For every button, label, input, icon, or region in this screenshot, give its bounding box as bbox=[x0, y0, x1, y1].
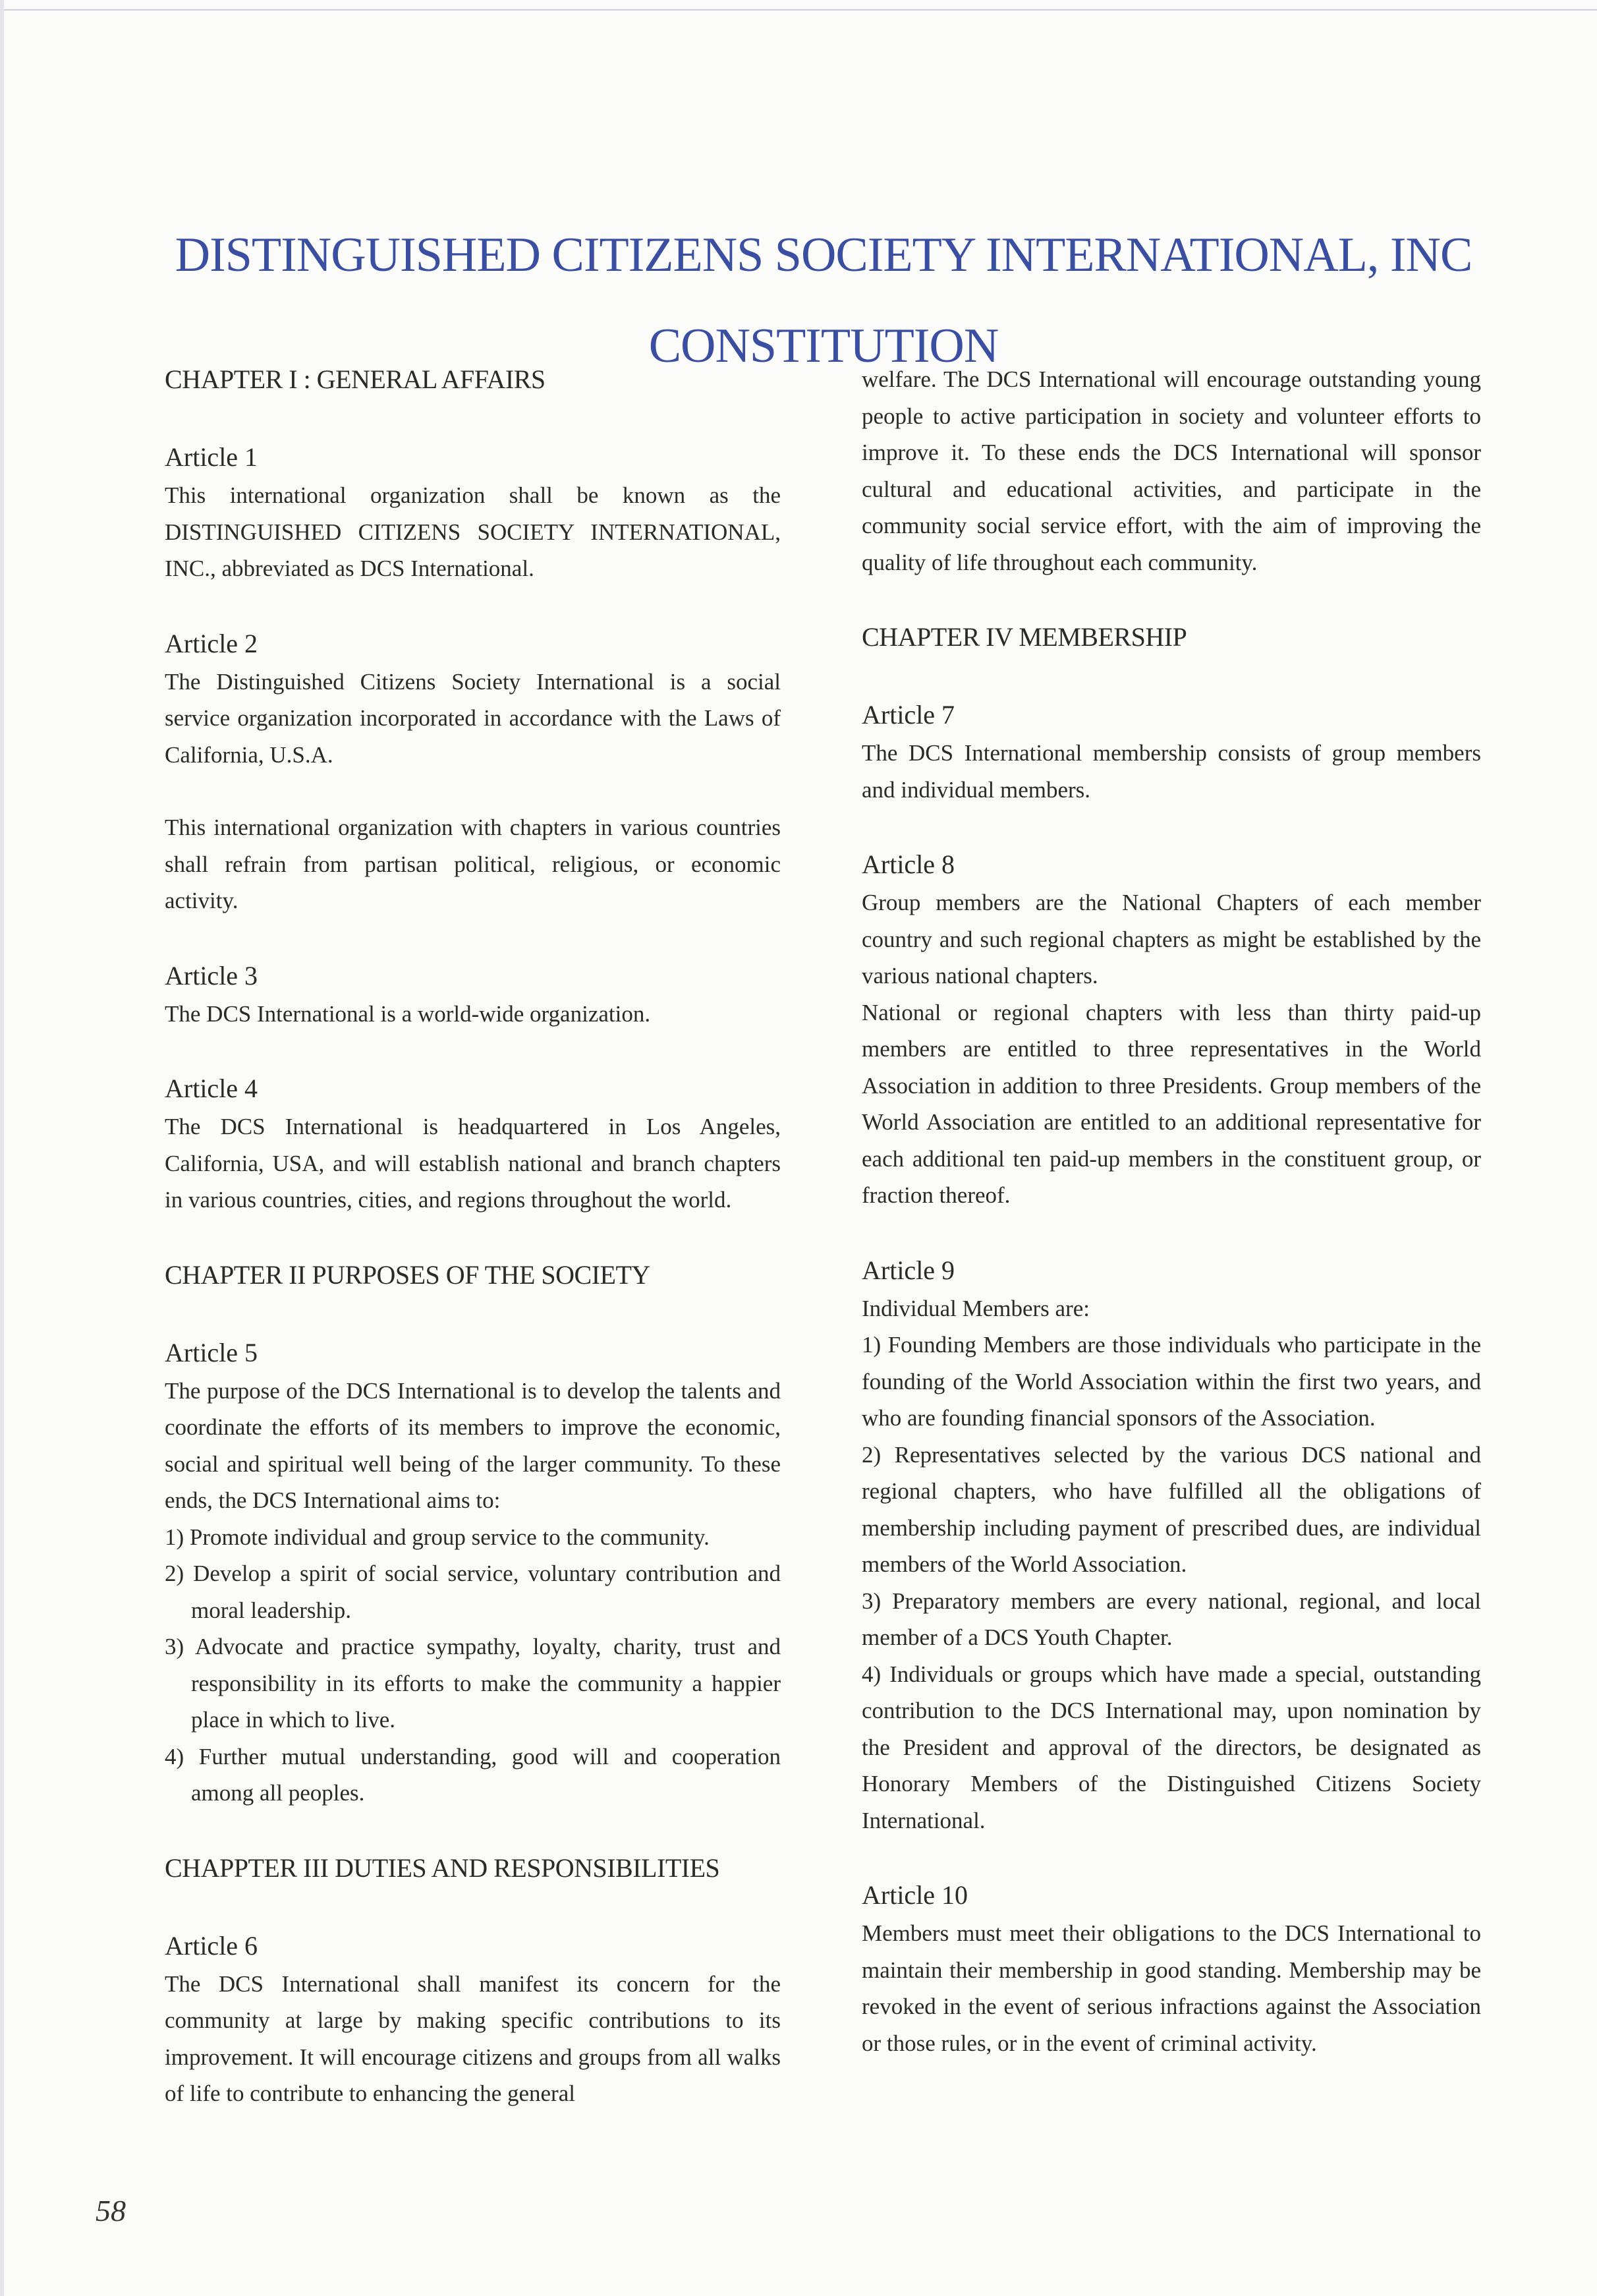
article-heading: Article 10 bbox=[862, 1880, 968, 1910]
article-text: The Distinguished Citizens Society International is a social service organization incorporated in accordance with the Laws of California, U.S.A. bbox=[165, 668, 781, 768]
article-text: This international organization with chapters in various countries shall refrain from partisan political, religious, or economic activity. bbox=[165, 815, 781, 913]
article-heading: Article 2 bbox=[165, 628, 258, 658]
list-item: 3) Advocate and practice sympathy, loyalty, charity, trust and responsibility in its efforts to make the community a happier place in which to live. bbox=[165, 1634, 781, 1733]
article-text: Group members are the National Chapters of each member country and such regional chapters as might be established by the various national chapters. bbox=[862, 890, 1481, 989]
chapter-heading: CHAPPTER III DUTIES AND RESPONSIBILITIES bbox=[165, 1852, 720, 1883]
list-item: 3) Preparatory members are every national, regional, and local member of a DCS Youth Chapter. bbox=[862, 1588, 1481, 1650]
article-section bbox=[862, 1877, 1481, 2061]
article-text: This international organization shall be known as the DISTINGUISHED CITIZENS SOCIETY INTERNATIONAL, INC., abbreviated as DCS International. bbox=[165, 482, 781, 581]
article-text: The DCS International shall manifest its concern for the community at large by making specific contributions to its improvement. It will encourage citizens and groups from all walks of life to contribute to enhancing the general bbox=[165, 1970, 781, 2106]
list-item: 1) Promote individual and group service to the community. bbox=[165, 1524, 710, 1550]
list-item: 4) Individuals or groups which have made a special, outstanding contribution to the DCS International may, upon nomination by the President and approval of the directors, be designated as Honorary Members of the Distinguished Citizens Society International. bbox=[862, 1661, 1481, 1833]
left-column bbox=[165, 361, 781, 2150]
article-text: Members must meet their obligations to the DCS International to maintain their membership in good standing. Membership may be revoked in the event of serious infractions against the Association or those rules, or in the event of criminal activity. bbox=[862, 1920, 1481, 2056]
article-text: The purpose of the DCS International is to develop the talents and coordinate the efforts of its members to improve the economic, social and spiritual well being of the larger community. To these ends, the DCS International aims to: bbox=[165, 1377, 781, 1513]
article-text: National or regional chapters with less than thirty paid-up members are entitled to three representatives in the World Association in addition to three Presidents. Group members of the World Association are entitled to an additional representative for each additional ten paid-up members in the constituent group, or fraction thereof. bbox=[862, 999, 1481, 1208]
article-section bbox=[165, 1070, 781, 1219]
list-item: 1) Founding Members are those individuals who participate in the founding of the World Association within the first two years, and who are founding financial sponsors of the Association. bbox=[862, 1332, 1481, 1431]
article-heading: Article 6 bbox=[165, 1930, 258, 1961]
article-section bbox=[862, 1252, 1481, 1839]
chapter-heading: CHAPTER II PURPOSES OF THE SOCIETY bbox=[165, 1259, 650, 1290]
title-line-2: CONSTITUTION bbox=[648, 319, 999, 373]
article-text: The DCS International is a world-wide organization. bbox=[165, 1000, 651, 1027]
article-heading: Article 4 bbox=[165, 1074, 258, 1103]
article-heading: Article 8 bbox=[862, 849, 955, 879]
article-section bbox=[165, 625, 781, 919]
page-number: 58 bbox=[96, 2194, 126, 2227]
article-heading: Article 1 bbox=[165, 442, 258, 472]
article-text: The DCS International membership consists of group members and individual members. bbox=[862, 740, 1481, 803]
article-section bbox=[165, 1335, 781, 1812]
list-item: 4) Further mutual understanding, good will and cooperation among all peoples. bbox=[165, 1743, 781, 1806]
right-column bbox=[862, 361, 1481, 2100]
list-item: 2) Develop a spirit of social service, voluntary contribution and moral leadership. bbox=[165, 1561, 781, 1623]
chapter-heading: CHAPTER I : GENERAL AFFAIRS bbox=[165, 364, 546, 394]
article-text: welfare. The DCS International will encourage outstanding young people to active participation in society and volunteer efforts to improve it. To these ends the DCS International will sponsor cultural and educational activities, and participate in the community social service effort, with the aim of improving the quality of life throughout each community. bbox=[862, 366, 1481, 575]
article-heading: Article 7 bbox=[862, 700, 955, 730]
top-rule bbox=[0, 9, 1597, 11]
chapter-heading: CHAPTER IV MEMBERSHIP bbox=[862, 622, 1187, 652]
article-section bbox=[862, 846, 1481, 1214]
article-heading: Article 5 bbox=[165, 1337, 258, 1367]
purpose-list bbox=[165, 1519, 781, 1812]
article-continuation bbox=[862, 361, 1481, 581]
article-section bbox=[165, 1928, 781, 2112]
article-heading: Article 9 bbox=[862, 1255, 955, 1285]
article-heading: Article 3 bbox=[165, 960, 258, 990]
article-section bbox=[165, 958, 781, 1033]
article-text: Individual Members are: bbox=[862, 1295, 1090, 1321]
article-section bbox=[862, 697, 1481, 808]
article-text: The DCS International is headquartered in Los Angeles, California, USA, and will establish national and branch chapters in various countries, cities, and regions throughout the world. bbox=[165, 1114, 781, 1213]
page-edge bbox=[0, 0, 4, 2296]
article-section bbox=[165, 439, 781, 587]
list-item: 2) Representatives selected by the various DCS national and regional chapters, who have fulfilled all the obligations of membership including payment of prescribed dues, are individual members of the World Association. bbox=[862, 1441, 1481, 1577]
title-line-1: DISTINGUISHED CITIZENS SOCIETY INTERNATIONAL, INC bbox=[175, 228, 1472, 282]
